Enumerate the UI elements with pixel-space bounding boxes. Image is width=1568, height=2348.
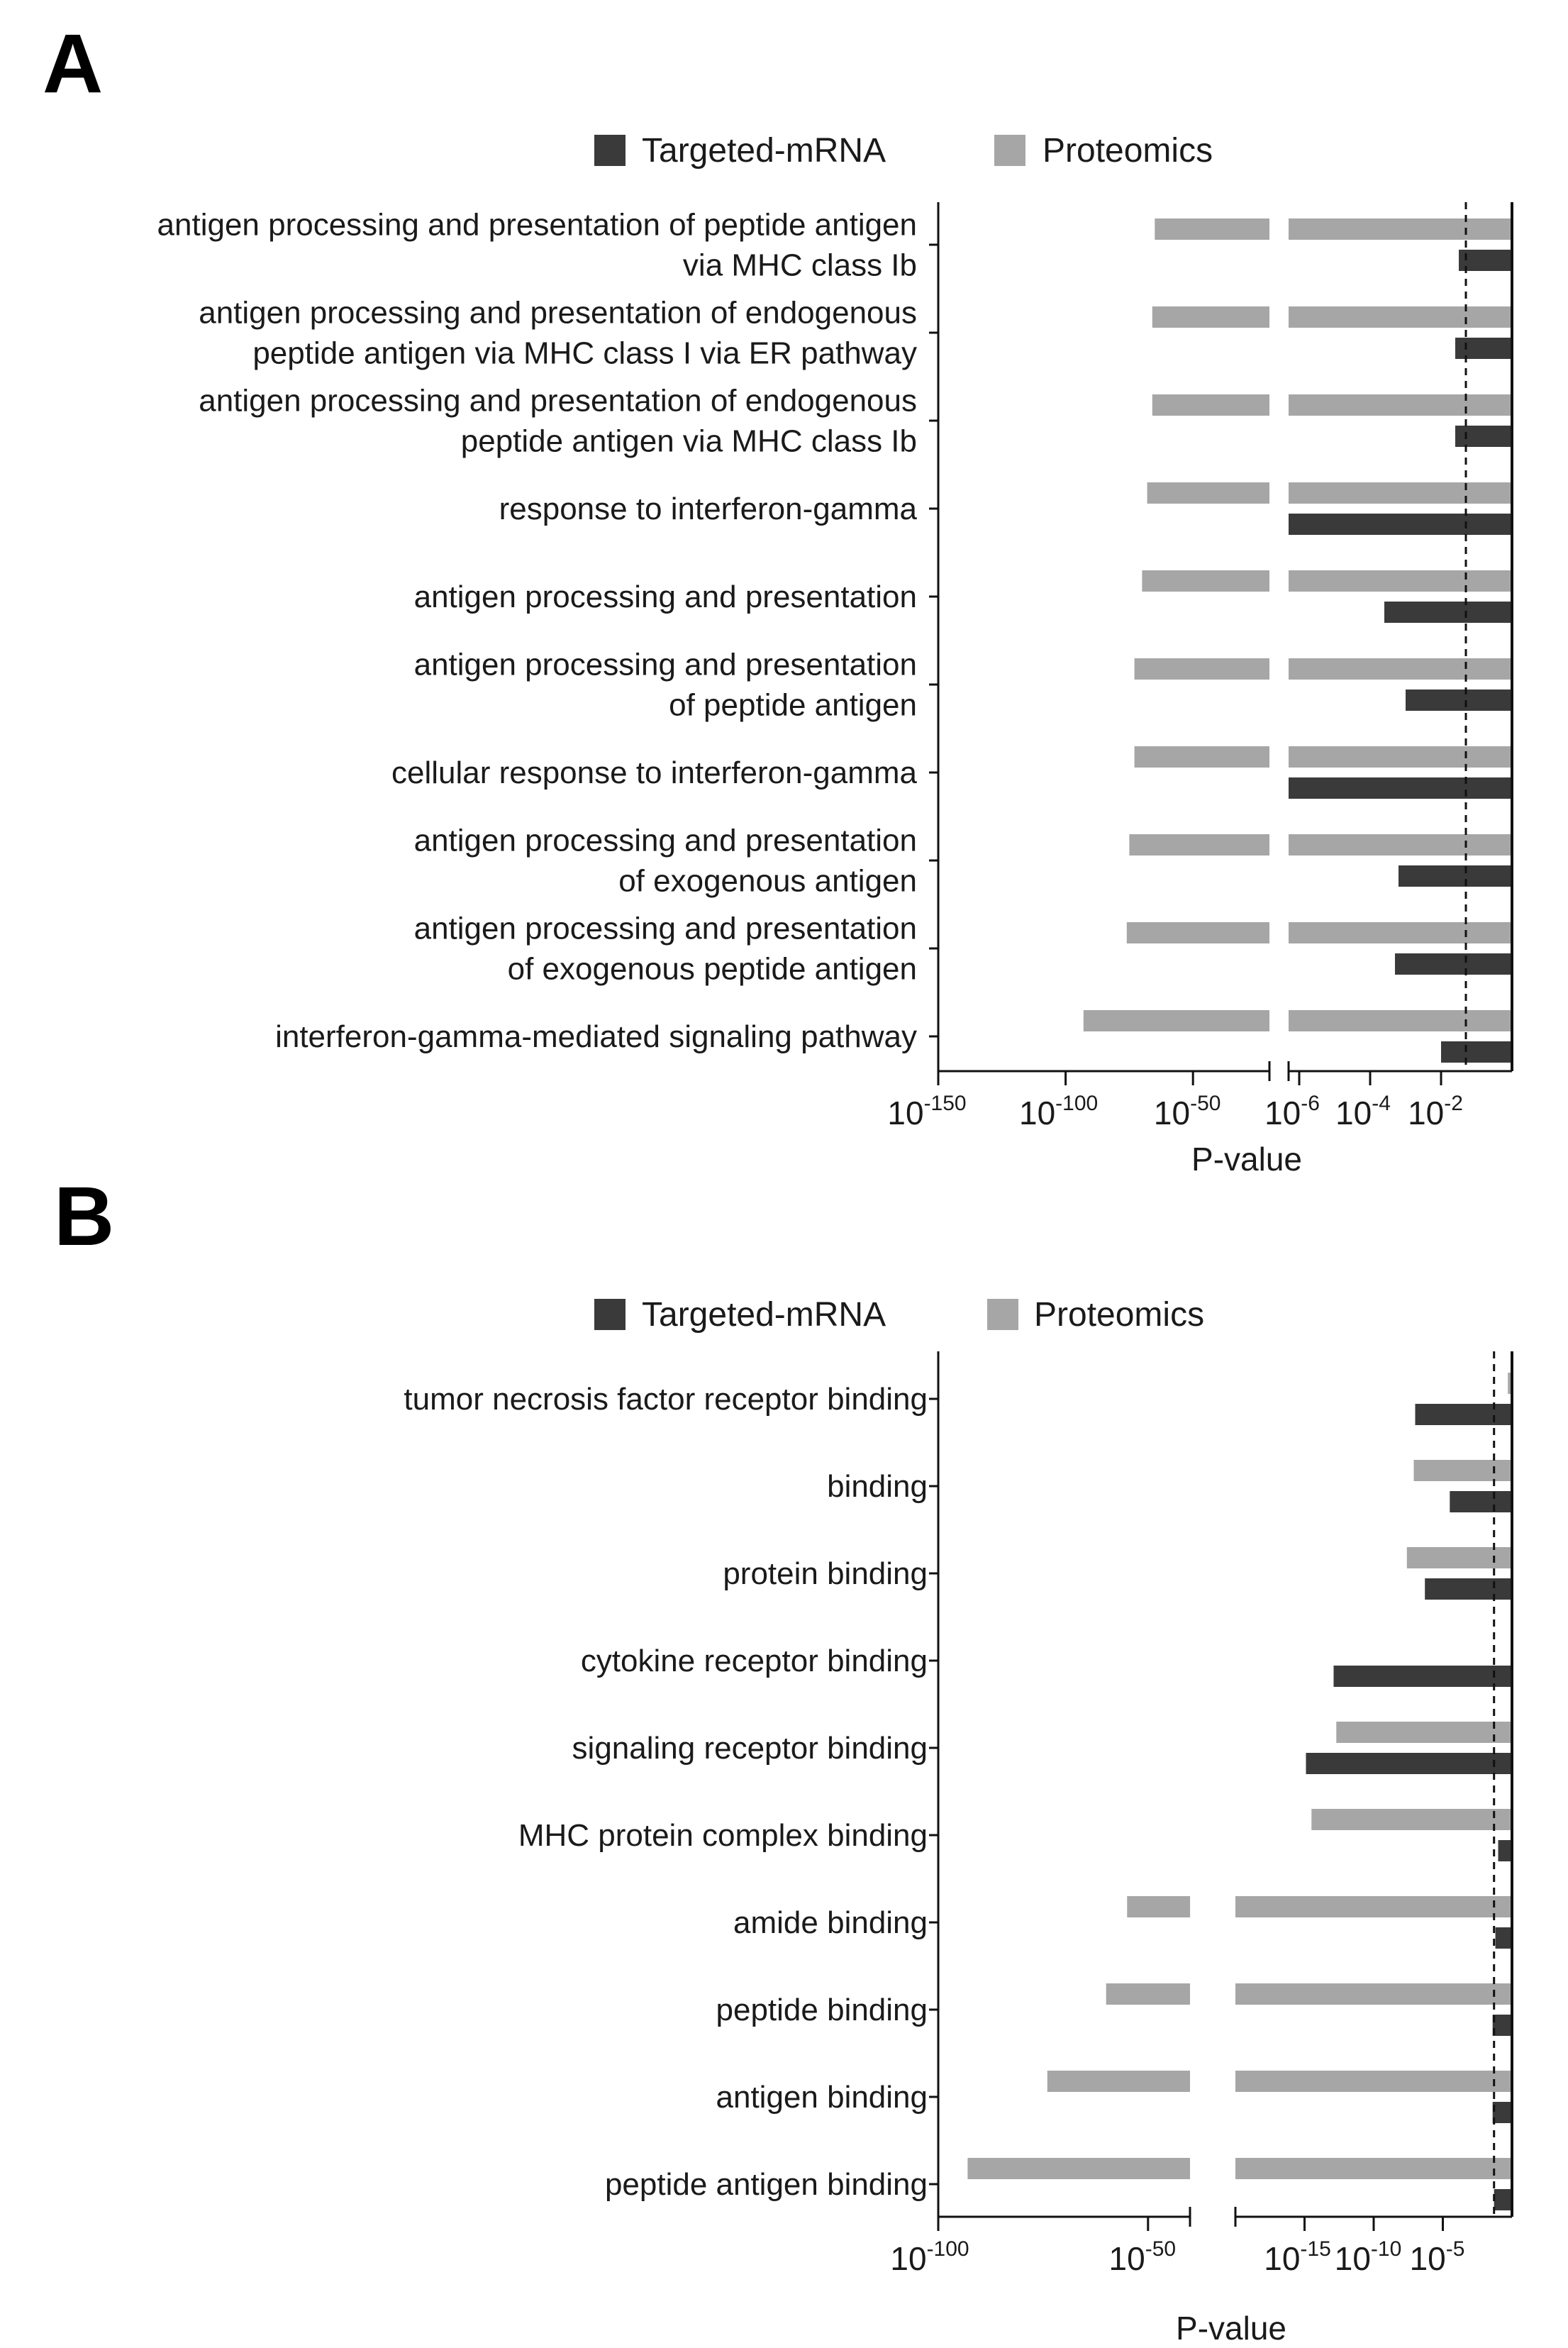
category-labels <box>157 208 918 1055</box>
legend <box>594 132 1213 170</box>
x-tick-label: $10^{-15}$ <box>1264 2237 1331 2277</box>
bar-proteomics <box>1235 1896 1512 1917</box>
x-tick-label: $10^{-150}$ <box>887 1092 967 1131</box>
bar-mrna <box>1441 1041 1512 1063</box>
bar-proteomics <box>1084 1010 1269 1031</box>
bar-proteomics <box>1407 1547 1512 1568</box>
bar-mrna <box>1499 1840 1513 1861</box>
legend-swatch-proteomics <box>994 135 1025 166</box>
bar-proteomics <box>1289 746 1512 768</box>
x-tick-label: $10^{-100}$ <box>1018 1092 1099 1131</box>
category-label: antigen processing and presentation <box>413 911 917 946</box>
bar-proteomics <box>1142 570 1269 592</box>
bar-proteomics <box>1129 834 1269 855</box>
x-tick-label: $10^{-50}$ <box>1153 1092 1221 1131</box>
bar-proteomics <box>1289 394 1512 416</box>
x-axis-label: P-value <box>1191 1141 1302 1178</box>
legend-label-proteomics: Proteomics <box>1042 132 1213 170</box>
bar-mrna <box>1496 1927 1512 1949</box>
bars <box>967 1351 1512 2217</box>
category-label: antigen binding <box>716 2080 928 2115</box>
category-label: of peptide antigen <box>669 687 917 723</box>
bar-proteomics <box>1155 218 1269 240</box>
bar-proteomics <box>1152 306 1269 328</box>
bar-mrna <box>1306 1753 1513 1774</box>
category-label: MHC protein complex binding <box>518 1818 928 1853</box>
category-label: peptide binding <box>716 1993 928 2027</box>
bar-mrna <box>1406 690 1512 711</box>
category-label: antigen processing and presentation <box>413 823 917 858</box>
bar-mrna <box>1450 1491 1512 1512</box>
bar-mrna <box>1399 865 1512 887</box>
bar-mrna <box>1455 338 1512 359</box>
x-tick-label: $10^{-100}$ <box>890 2237 969 2277</box>
bar-proteomics <box>1414 1460 1513 1481</box>
category-label: of exogenous antigen <box>618 863 917 899</box>
category-label: antigen processing and presentation of endogenous <box>199 295 917 331</box>
bar-mrna <box>1289 514 1512 535</box>
bar-proteomics <box>1127 1896 1190 1917</box>
bar-proteomics <box>1336 1722 1512 1743</box>
x-tick-label: $10^{-4}$ <box>1335 1092 1391 1131</box>
bars <box>1084 202 1512 1071</box>
category-label: protein binding <box>723 1556 928 1591</box>
x-axis-label: P-value <box>1176 2310 1286 2347</box>
category-label: binding <box>827 1469 928 1504</box>
category-label: signaling receptor binding <box>572 1731 928 1766</box>
category-label: peptide antigen via MHC class I via ER pathway <box>252 336 917 371</box>
category-label: antigen processing and presentation of endogenous <box>199 383 917 419</box>
bar-proteomics <box>1311 1809 1512 1830</box>
legend-swatch-mrna <box>594 135 625 166</box>
bar-proteomics <box>1289 482 1512 504</box>
x-tick-label: $10^{-50}$ <box>1108 2237 1177 2277</box>
legend-swatch-proteomics <box>987 1299 1018 1330</box>
bar-proteomics <box>1047 2071 1190 2092</box>
bar-proteomics <box>1289 922 1512 943</box>
bar-proteomics <box>1289 306 1512 328</box>
bar-proteomics <box>967 2158 1190 2179</box>
panel-letter-b: B <box>54 1170 115 1263</box>
category-labels <box>404 1382 928 2202</box>
x-tick-label: $10^{-2}$ <box>1408 1092 1463 1131</box>
legend <box>594 1296 1204 1334</box>
category-label: amide binding <box>733 1905 928 1940</box>
bar-mrna <box>1425 1578 1512 1600</box>
bar-mrna <box>1395 953 1512 975</box>
bar-proteomics <box>1289 1010 1512 1031</box>
bar-mrna <box>1455 426 1512 447</box>
bar-mrna <box>1384 602 1512 623</box>
bar-mrna <box>1494 2189 1512 2210</box>
category-label: of exogenous peptide antigen <box>507 951 917 987</box>
bar-proteomics <box>1289 218 1512 240</box>
category-label: peptide antigen via MHC class Ib <box>460 423 917 459</box>
category-label: antigen processing and presentation <box>413 647 917 682</box>
bar-proteomics <box>1289 834 1512 855</box>
category-label: tumor necrosis factor receptor binding <box>404 1382 928 1417</box>
legend-label-proteomics: Proteomics <box>1034 1296 1205 1334</box>
bar-proteomics <box>1152 394 1269 416</box>
bar-proteomics <box>1289 570 1512 592</box>
x-tick-label: $10^{-6}$ <box>1264 1092 1320 1131</box>
category-label: antigen processing and presentation of peptide antigen <box>157 207 917 243</box>
bar-proteomics <box>1235 2071 1512 2092</box>
legend-swatch-mrna <box>594 1299 625 1330</box>
bar-mrna <box>1289 777 1512 799</box>
legend-label-mrna: Targeted-mRNA <box>642 132 886 170</box>
category-label: antigen processing and presentation <box>413 580 917 614</box>
bar-mrna <box>1416 1404 1513 1425</box>
x-tick-label: $10^{-10}$ <box>1334 2237 1402 2277</box>
category-label: interferon-gamma-mediated signaling pathway <box>275 1019 917 1054</box>
category-label: via MHC class Ib <box>682 248 917 283</box>
bar-proteomics <box>1106 1983 1190 2005</box>
bar-proteomics <box>1235 2158 1512 2179</box>
x-tick-label: $10^{-5}$ <box>1409 2237 1465 2277</box>
bar-proteomics <box>1135 746 1269 768</box>
panel-letter-a: A <box>43 17 104 111</box>
bar-mrna <box>1334 1666 1513 1687</box>
legend-label-mrna: Targeted-mRNA <box>642 1296 886 1334</box>
bar-proteomics <box>1135 658 1269 680</box>
bar-proteomics <box>1289 658 1512 680</box>
category-label: response to interferon-gamma <box>499 492 917 526</box>
panel-a <box>43 17 1512 1178</box>
category-label: peptide antigen binding <box>604 2167 928 2202</box>
bar-mrna <box>1493 2015 1512 2036</box>
category-label: cytokine receptor binding <box>580 1644 928 1678</box>
bar-proteomics <box>1147 482 1269 504</box>
bar-proteomics <box>1127 922 1269 943</box>
bar-mrna <box>1493 2102 1512 2123</box>
category-label: cellular response to interferon-gamma <box>391 755 917 790</box>
bar-proteomics <box>1235 1983 1512 2005</box>
panel-b <box>54 1170 1512 2347</box>
